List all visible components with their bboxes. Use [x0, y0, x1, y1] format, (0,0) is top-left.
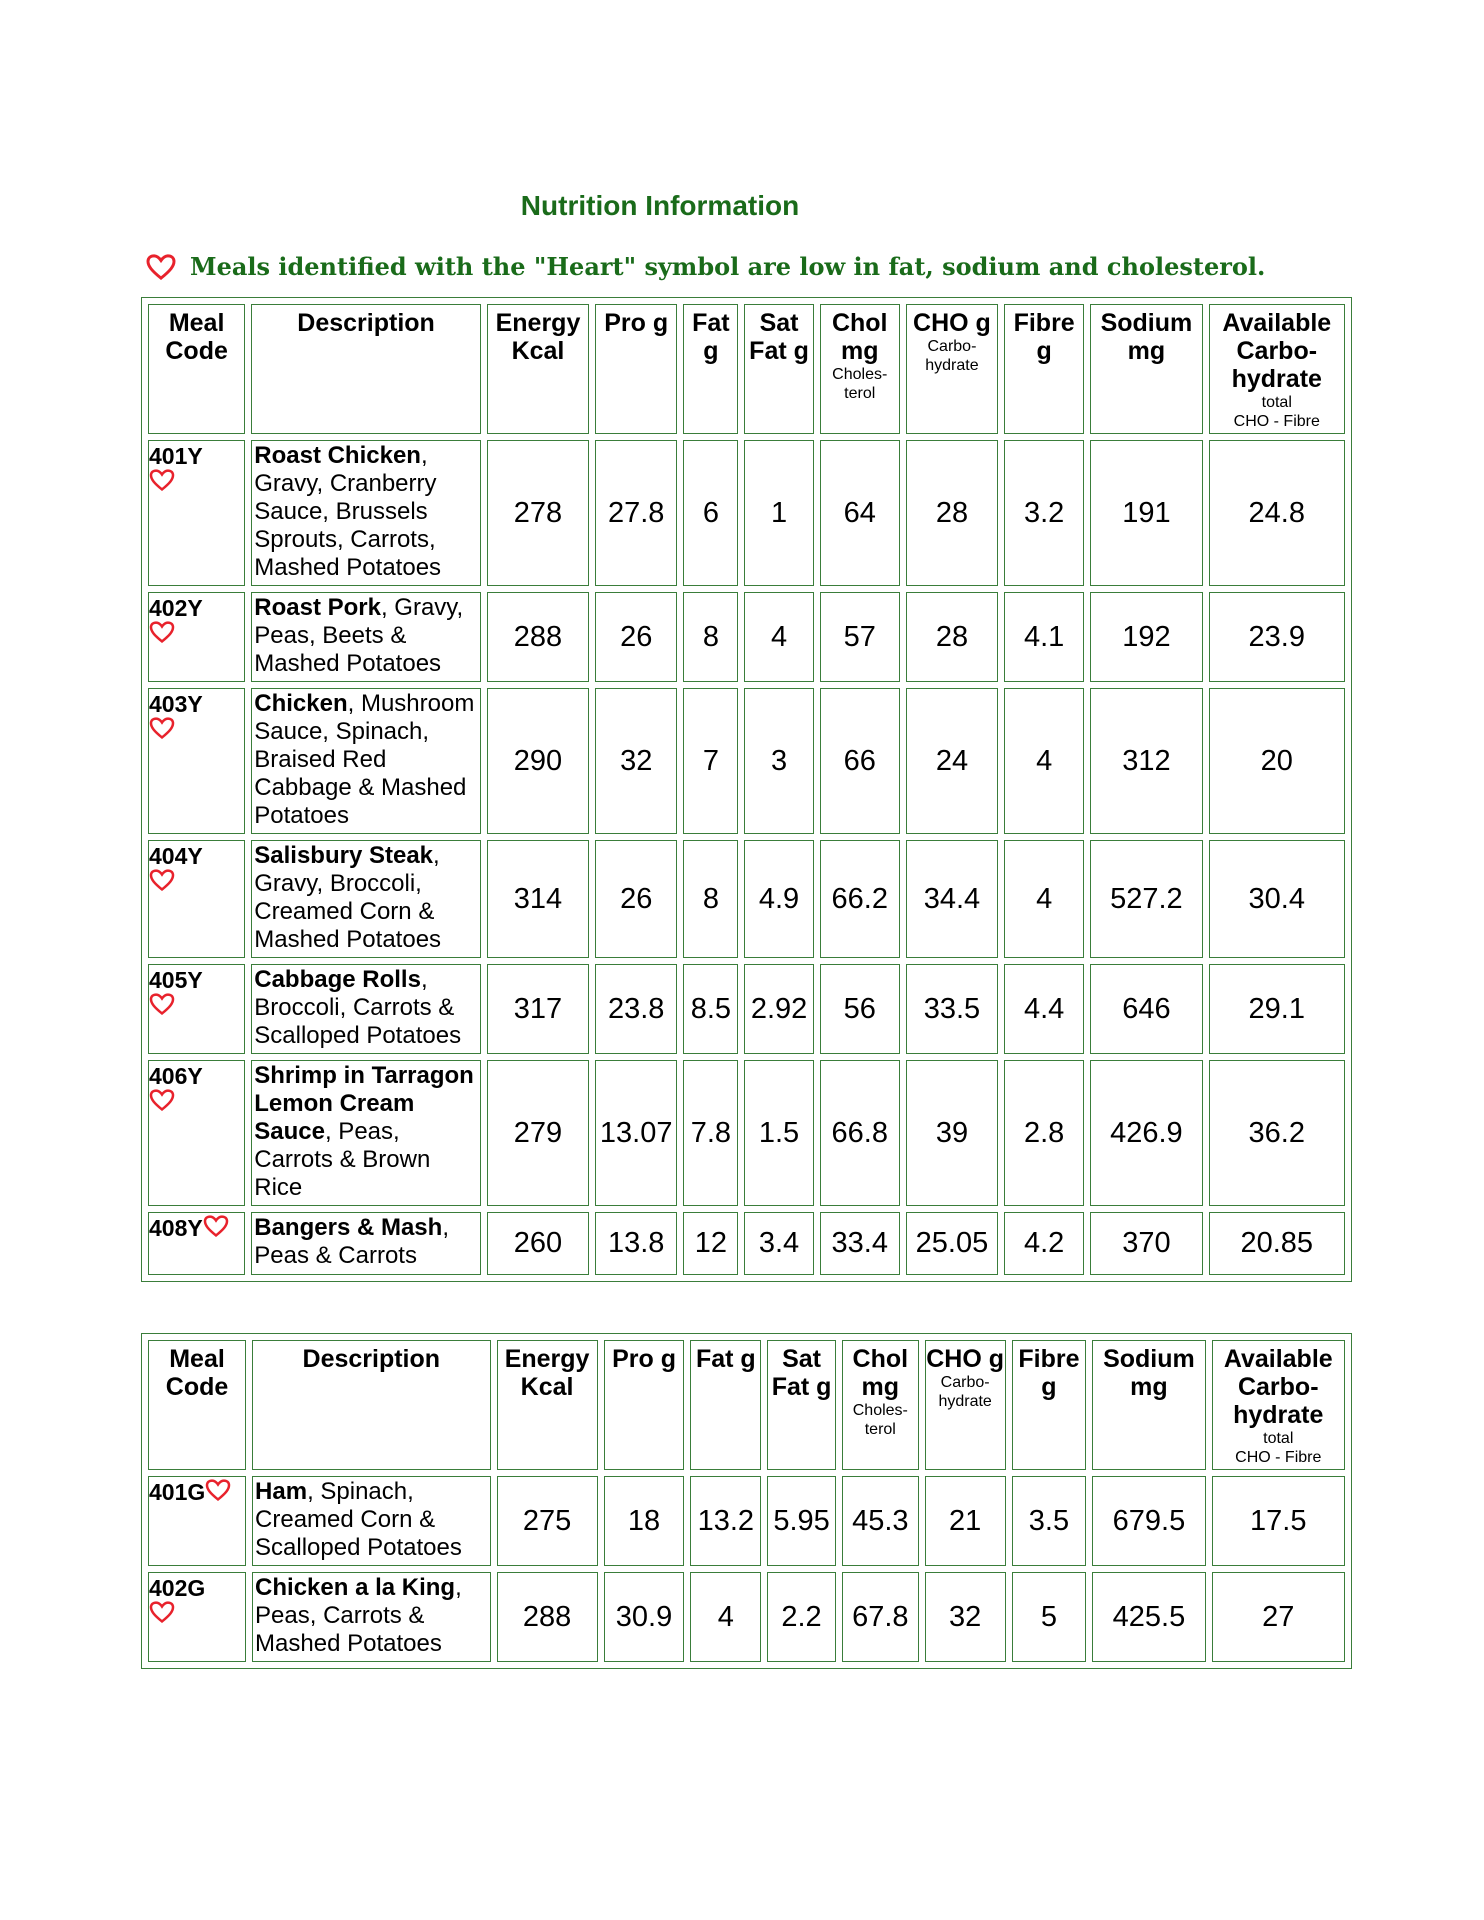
- meal-name: Chicken: [254, 690, 348, 717]
- meal-code: [148, 688, 245, 834]
- pro-cell: 18: [604, 1476, 685, 1566]
- meal-code: [148, 1572, 246, 1662]
- energy-cell: 288: [497, 1572, 598, 1662]
- sat-fat-cell: 4.9: [744, 840, 813, 958]
- pro-cell: 13.8: [595, 1212, 677, 1275]
- header-cho-label: CHO g: [913, 309, 991, 337]
- fat-cell: 8: [683, 592, 738, 682]
- fibre-cell: 5: [1012, 1572, 1087, 1662]
- cho-cell: 28: [906, 592, 998, 682]
- pro-cell: 30.9: [604, 1572, 685, 1662]
- meal-name: Shrimp in Tarragon Lemon Cream Sauce: [254, 1062, 474, 1145]
- header-meal-code: Meal Code: [148, 1340, 246, 1470]
- energy-cell: 278: [487, 440, 589, 586]
- header-available-carb: [1209, 304, 1345, 434]
- header-cho-label: CHO g: [926, 1345, 1005, 1373]
- fat-cell: 13.2: [690, 1476, 761, 1566]
- table-row: [148, 1212, 1345, 1275]
- energy-cell: 260: [487, 1212, 589, 1275]
- fat-cell: 6: [683, 440, 738, 586]
- header-available-carb: [1212, 1340, 1345, 1470]
- available-carb-cell: 30.4: [1209, 840, 1345, 958]
- header-chol-sub: Choles- terol: [832, 366, 888, 402]
- fibre-cell: 2.8: [1004, 1060, 1084, 1206]
- meal-description: [251, 840, 481, 958]
- fibre-cell: 4: [1004, 840, 1084, 958]
- header-sodium: Sodium mg: [1090, 304, 1202, 434]
- meal-sides: , Mushroom Sauce, Spinach, Braised Red Cabbage & Mashed Potatoes: [254, 690, 475, 829]
- available-carb-cell: 29.1: [1209, 964, 1345, 1054]
- header-chol-sub: Choles- terol: [852, 1402, 908, 1438]
- pro-cell: 23.8: [595, 964, 677, 1054]
- legend-text: Meals identified with the "Heart" symbol are low in fat, sodium and cholesterol.: [190, 252, 1266, 281]
- meal-sides: , Gravy, Peas, Beets & Mashed Potatoes: [254, 594, 464, 677]
- meal-code: [148, 964, 245, 1054]
- table-header-row: [148, 1340, 1345, 1470]
- meal-code-text: 401Y: [149, 443, 203, 469]
- cho-cell: 24: [906, 688, 998, 834]
- table-row: [148, 1572, 1345, 1662]
- meal-code-text: 402Y: [149, 595, 203, 621]
- pro-cell: 13.07: [595, 1060, 677, 1206]
- heart-icon: [146, 254, 176, 280]
- energy-cell: 288: [487, 592, 589, 682]
- chol-cell: 66.8: [820, 1060, 900, 1206]
- meal-code-text: 406Y: [149, 1063, 203, 1089]
- sodium-cell: 679.5: [1092, 1476, 1205, 1566]
- header-energy: Energy Kcal: [497, 1340, 598, 1470]
- header-avail-label: Available Carbo- hydrate: [1222, 309, 1332, 393]
- pro-cell: 26: [595, 592, 677, 682]
- meal-sides: , Gravy, Cranberry Sauce, Brussels Sprouts, Carrots, Mashed Potatoes: [254, 442, 442, 581]
- chol-cell: 45.3: [842, 1476, 919, 1566]
- meal-code-text: 401G: [149, 1479, 206, 1505]
- available-carb-cell: 27: [1212, 1572, 1345, 1662]
- meal-code: [148, 840, 245, 958]
- heart-icon: [203, 1215, 229, 1237]
- header-chol: [842, 1340, 919, 1470]
- meal-code-text: 402G: [149, 1575, 206, 1601]
- energy-cell: 314: [487, 840, 589, 958]
- header-avail-sub1: total: [1261, 394, 1292, 411]
- fibre-cell: 4.1: [1004, 592, 1084, 682]
- heart-icon: [149, 993, 175, 1015]
- heart-icon: [149, 717, 175, 739]
- chol-cell: 64: [820, 440, 900, 586]
- meal-description: [251, 440, 481, 586]
- meal-code-text: 405Y: [149, 967, 203, 993]
- sodium-cell: 425.5: [1092, 1572, 1205, 1662]
- meal-code: [148, 1060, 245, 1206]
- header-sodium: Sodium mg: [1092, 1340, 1205, 1470]
- chol-cell: 57: [820, 592, 900, 682]
- table-header-row: [148, 304, 1345, 434]
- chol-cell: 67.8: [842, 1572, 919, 1662]
- table-row: [148, 688, 1345, 834]
- fat-cell: 7.8: [683, 1060, 738, 1206]
- sat-fat-cell: 2.92: [744, 964, 813, 1054]
- meal-description: [251, 964, 481, 1054]
- pro-cell: 26: [595, 840, 677, 958]
- meal-name: Cabbage Rolls: [254, 966, 421, 993]
- chol-cell: 66.2: [820, 840, 900, 958]
- fat-cell: 12: [683, 1212, 738, 1275]
- pro-cell: 27.8: [595, 440, 677, 586]
- meal-description: [251, 688, 481, 834]
- meal-code-text: 404Y: [149, 843, 203, 869]
- energy-cell: 275: [497, 1476, 598, 1566]
- sodium-cell: 426.9: [1090, 1060, 1202, 1206]
- header-sat-fat: Sat Fat g: [767, 1340, 836, 1470]
- header-avail-sub2: CHO - Fibre: [1233, 413, 1320, 430]
- header-chol-label: Chol mg: [852, 1345, 909, 1401]
- fibre-cell: 3.5: [1012, 1476, 1087, 1566]
- meal-sides: , Gravy, Broccoli, Creamed Corn & Mashed Potatoes: [254, 842, 442, 953]
- table-row: [148, 592, 1345, 682]
- header-cho-sub: Carbo- hydrate: [938, 1374, 992, 1410]
- heart-icon: [205, 1479, 231, 1501]
- header-energy: Energy Kcal: [487, 304, 589, 434]
- meal-name: Bangers & Mash: [254, 1214, 443, 1241]
- sodium-cell: 312: [1090, 688, 1202, 834]
- header-avail-sub1: total: [1263, 1430, 1294, 1447]
- fat-cell: 8: [683, 840, 738, 958]
- meal-description: [251, 1060, 481, 1206]
- cho-cell: 32: [925, 1572, 1006, 1662]
- chol-cell: 56: [820, 964, 900, 1054]
- meal-name: Roast Chicken: [254, 442, 421, 469]
- sodium-cell: 527.2: [1090, 840, 1202, 958]
- sat-fat-cell: 4: [744, 592, 813, 682]
- header-pro: Pro g: [604, 1340, 685, 1470]
- header-cho: [925, 1340, 1006, 1470]
- header-fat: Fat g: [690, 1340, 761, 1470]
- meal-sides: , Spinach, Creamed Corn & Scalloped Potatoes: [255, 1478, 462, 1561]
- sat-fat-cell: 1: [744, 440, 813, 586]
- cho-cell: 34.4: [906, 840, 998, 958]
- energy-cell: 290: [487, 688, 589, 834]
- meal-description: [252, 1476, 491, 1566]
- heart-icon: [149, 869, 175, 891]
- header-cho: [906, 304, 998, 434]
- meal-sides: , Peas, Carrots & Mashed Potatoes: [255, 1574, 462, 1657]
- heart-icon: [149, 1601, 175, 1623]
- meal-name: Roast Pork: [254, 594, 381, 621]
- meal-name: Ham: [255, 1478, 308, 1505]
- cho-cell: 33.5: [906, 964, 998, 1054]
- table-row: [148, 1476, 1345, 1566]
- table-row: [148, 840, 1345, 958]
- sat-fat-cell: 3: [744, 688, 813, 834]
- meal-code: [148, 592, 245, 682]
- header-chol-label: Chol mg: [831, 309, 888, 365]
- pro-cell: 32: [595, 688, 677, 834]
- meal-description: [252, 1572, 491, 1662]
- meal-description: [251, 1212, 481, 1275]
- sat-fat-cell: 3.4: [744, 1212, 813, 1275]
- meal-code: [148, 1476, 246, 1566]
- meal-sides: , Peas & Carrots: [254, 1214, 449, 1269]
- sodium-cell: 370: [1090, 1212, 1202, 1275]
- nutrition-table-2: [141, 1333, 1352, 1669]
- header-description: Description: [252, 1340, 491, 1470]
- heart-icon: [149, 469, 175, 491]
- meal-sides: , Broccoli, Carrots & Scalloped Potatoes: [254, 966, 462, 1049]
- header-cho-sub: Carbo- hydrate: [925, 338, 979, 374]
- available-carb-cell: 36.2: [1209, 1060, 1345, 1206]
- heart-legend: [146, 252, 1265, 281]
- table-row: [148, 1060, 1345, 1206]
- sodium-cell: 646: [1090, 964, 1202, 1054]
- sodium-cell: 192: [1090, 592, 1202, 682]
- header-avail-label: Available Carbo- hydrate: [1223, 1345, 1333, 1429]
- available-carb-cell: 23.9: [1209, 592, 1345, 682]
- sodium-cell: 191: [1090, 440, 1202, 586]
- table-row: [148, 440, 1345, 586]
- meal-code-text: 403Y: [149, 691, 203, 717]
- available-carb-cell: 20: [1209, 688, 1345, 834]
- fat-cell: 4: [690, 1572, 761, 1662]
- meal-code: [148, 440, 245, 586]
- header-chol: [820, 304, 900, 434]
- meal-description: [251, 592, 481, 682]
- sat-fat-cell: 5.95: [767, 1476, 836, 1566]
- available-carb-cell: 17.5: [1212, 1476, 1345, 1566]
- header-sat-fat: Sat Fat g: [744, 304, 813, 434]
- available-carb-cell: 24.8: [1209, 440, 1345, 586]
- nutrition-table-1: [141, 297, 1352, 1282]
- fibre-cell: 3.2: [1004, 440, 1084, 586]
- meal-name: Salisbury Steak: [254, 842, 434, 869]
- sat-fat-cell: 2.2: [767, 1572, 836, 1662]
- header-fibre: Fibre g: [1012, 1340, 1087, 1470]
- meal-sides: , Peas, Carrots & Brown Rice: [254, 1118, 431, 1201]
- heart-icon: [149, 1089, 175, 1111]
- heart-icon: [149, 621, 175, 643]
- table-row: [148, 964, 1345, 1054]
- cho-cell: 39: [906, 1060, 998, 1206]
- header-meal-code: Meal Code: [148, 304, 245, 434]
- header-description: Description: [251, 304, 481, 434]
- meal-code: [148, 1212, 245, 1275]
- chol-cell: 33.4: [820, 1212, 900, 1275]
- fat-cell: 7: [683, 688, 738, 834]
- energy-cell: 317: [487, 964, 589, 1054]
- available-carb-cell: 20.85: [1209, 1212, 1345, 1275]
- header-pro: Pro g: [595, 304, 677, 434]
- meal-code-text: 408Y: [149, 1215, 203, 1241]
- page-title: Nutrition Information: [520, 190, 800, 221]
- fibre-cell: 4.4: [1004, 964, 1084, 1054]
- header-fibre: Fibre g: [1004, 304, 1084, 434]
- energy-cell: 279: [487, 1060, 589, 1206]
- chol-cell: 66: [820, 688, 900, 834]
- cho-cell: 21: [925, 1476, 1006, 1566]
- cho-cell: 25.05: [906, 1212, 998, 1275]
- header-fat: Fat g: [683, 304, 738, 434]
- sat-fat-cell: 1.5: [744, 1060, 813, 1206]
- fibre-cell: 4.2: [1004, 1212, 1084, 1275]
- fibre-cell: 4: [1004, 688, 1084, 834]
- cho-cell: 28: [906, 440, 998, 586]
- header-avail-sub2: CHO - Fibre: [1235, 1449, 1322, 1466]
- fat-cell: 8.5: [683, 964, 738, 1054]
- meal-name: Chicken a la King: [255, 1574, 456, 1601]
